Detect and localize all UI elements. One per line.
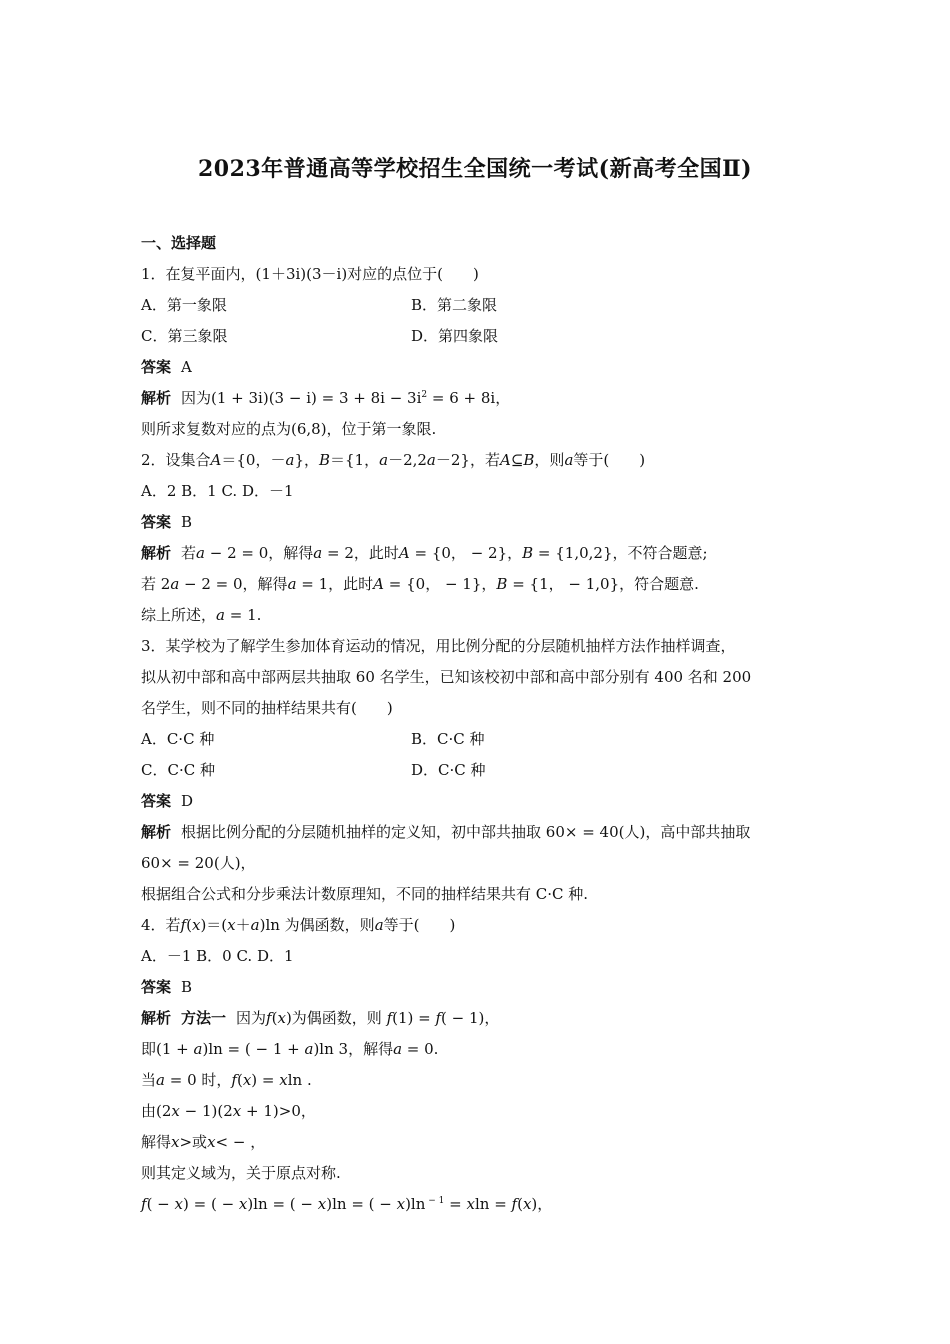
- question-3-analysis-line-1: [141, 817, 821, 848]
- var: a: [196, 544, 205, 562]
- text: = {1,0,2}，不符合题意;: [533, 544, 708, 562]
- var: x: [171, 1133, 180, 1151]
- var: B: [318, 451, 331, 469]
- question-2-stem: [141, 445, 821, 476]
- answer-label: 答案: [141, 358, 172, 376]
- analysis-text: 因为(1 + 3i)(3 − i) = 3 + 8i − 3i: [181, 389, 422, 407]
- var: A: [373, 575, 385, 593]
- question-4-analysis-line-4: [141, 1096, 821, 1127]
- question-3-answer: [141, 786, 821, 817]
- question-3-option-c: C．C·C 种: [141, 761, 215, 779]
- text: ( −: [146, 1195, 175, 1213]
- var: x: [227, 916, 236, 934]
- text: ( − 1)，: [441, 1009, 500, 1027]
- var: a: [156, 1071, 165, 1089]
- text: )，: [531, 1195, 553, 1213]
- var: f: [511, 1195, 518, 1213]
- question-3-option-a: A．C·C 种: [141, 730, 215, 748]
- question-1-option-a: A．第一象限: [141, 296, 227, 314]
- text: 由(2: [141, 1102, 172, 1120]
- document-body: [141, 228, 821, 1220]
- text: >或: [179, 1133, 208, 1151]
- text: )为偶函数，则: [285, 1009, 387, 1027]
- var: f: [141, 1195, 147, 1213]
- question-4-answer: [141, 972, 821, 1003]
- text: ) = ( −: [183, 1195, 239, 1213]
- var: A: [499, 451, 511, 469]
- answer-value: B: [181, 513, 193, 531]
- text: )ln: [405, 1195, 426, 1213]
- question-1-analysis-line-1: [141, 383, 821, 414]
- text: ＋: [235, 916, 251, 934]
- text: ln .: [287, 1071, 312, 1089]
- text: = 0 时，: [164, 1071, 232, 1089]
- var: a: [250, 916, 260, 934]
- text: − 2 = 0，解得: [179, 575, 288, 593]
- var: A: [210, 451, 222, 469]
- question-4-analysis-line-7: [141, 1189, 821, 1220]
- var: a: [426, 451, 436, 469]
- text: )ln = ( −: [247, 1195, 318, 1213]
- question-4-options: A．－1 B．0 C. D．1: [141, 947, 294, 965]
- answer-value: B: [181, 978, 193, 996]
- text: ln =: [474, 1195, 512, 1213]
- question-3-option-d: D．C·C 种: [411, 761, 486, 779]
- question-4-analysis-line-6: 则其定义域为，关于原点对称.: [141, 1164, 341, 1182]
- question-4-analysis-line-3: [141, 1065, 821, 1096]
- text: − 2 = 0，解得: [204, 544, 314, 562]
- text: = 0.: [402, 1040, 439, 1058]
- page-title: 2023年普通高等学校招生全国统一考试(新高考全国Ⅱ): [197, 156, 753, 182]
- text: (: [517, 1195, 523, 1213]
- var: a: [313, 544, 323, 562]
- var: f: [435, 1009, 442, 1027]
- question-1-option-c: C．第三象限: [141, 327, 228, 345]
- text: = {0， − 1}，: [384, 575, 497, 593]
- question-1-option-d: D．第四象限: [411, 327, 499, 345]
- question-1-options-row-1: [141, 290, 821, 321]
- var: x: [396, 1195, 406, 1213]
- question-3-stem-line-3: 名学生，则不同的抽样结果共有( ): [141, 699, 393, 717]
- text: )ln 3，解得: [313, 1040, 394, 1058]
- question-3-stem-line-1: 3．某学校为了解学生参加体育运动的情况，用比例分配的分层随机抽样方法作抽样调查，: [141, 637, 736, 655]
- text: －2,2: [388, 451, 427, 469]
- var: x: [207, 1133, 216, 1151]
- var: a: [304, 1040, 314, 1058]
- var: x: [232, 1102, 242, 1120]
- text: (: [186, 916, 192, 934]
- method-label: 方法一: [181, 1009, 227, 1027]
- text: 解得: [141, 1133, 172, 1151]
- text: = 1，此时: [296, 575, 374, 593]
- question-1-option-b: B．第二象限: [411, 296, 498, 314]
- text: ，则: [534, 451, 565, 469]
- var: x: [277, 1009, 286, 1027]
- text: = 2，此时: [322, 544, 399, 562]
- var: B: [522, 544, 534, 562]
- var: x: [317, 1195, 327, 1213]
- question-3-stem-line-2: 拟从初中部和高中部两层共抽取 60 名学生，已知该校初中部和高中部分别有 400 名和 200: [141, 668, 752, 686]
- var: f: [180, 916, 187, 934]
- superscript: 2: [421, 390, 428, 400]
- text: + 1)>0，: [241, 1102, 316, 1120]
- var: x: [238, 1195, 248, 1213]
- text: = {1， − 1,0}，符合题意.: [507, 575, 699, 593]
- answer-value: A: [181, 358, 192, 376]
- question-1-analysis-line-2: 则所求复数对应的点为(6,8)，位于第一象限.: [141, 420, 437, 438]
- text: ＝{0，－: [221, 451, 286, 469]
- var: f: [386, 1009, 393, 1027]
- text: 2．设集合: [141, 451, 211, 469]
- text: 若: [181, 544, 197, 562]
- var: f: [266, 1009, 272, 1027]
- analysis-label: 解析: [141, 1009, 172, 1027]
- text: )ln = ( −: [326, 1195, 397, 1213]
- text: 综上所述，: [141, 606, 217, 624]
- answer-label: 答案: [141, 513, 172, 531]
- question-1-answer: [141, 352, 821, 383]
- question-2-analysis-line-3: [141, 600, 821, 631]
- question-1-options-row-2: [141, 321, 821, 352]
- text: ⊆: [510, 451, 524, 469]
- var: x: [191, 916, 201, 934]
- var: x: [174, 1195, 183, 1213]
- text: 若 2: [141, 575, 171, 593]
- var: a: [170, 575, 180, 593]
- text: = {0， − 2}，: [409, 544, 523, 562]
- analysis-label: 解析: [141, 544, 172, 562]
- section-heading: 一、选择题: [141, 234, 217, 252]
- var: x: [522, 1195, 532, 1213]
- var: x: [279, 1071, 288, 1089]
- text: 等于( ): [383, 916, 456, 934]
- text: ＝{1，: [330, 451, 380, 469]
- var: a: [374, 916, 384, 934]
- text: )ln 为偶函数，则: [259, 916, 375, 934]
- question-3-options-row-1: [141, 724, 821, 755]
- text: (: [236, 1071, 243, 1089]
- text: =: [444, 1195, 467, 1213]
- question-4-analysis-line-2: [141, 1034, 821, 1065]
- var: B: [496, 575, 508, 593]
- analysis-label: 解析: [141, 389, 172, 407]
- answer-label: 答案: [141, 792, 172, 810]
- analysis-text: = 6 + 8i，: [427, 389, 511, 407]
- text: 4．若: [141, 916, 181, 934]
- text: − 1)(2: [179, 1102, 233, 1120]
- var: f: [231, 1071, 237, 1089]
- question-3-option-b: B．C·C 种: [411, 730, 485, 748]
- text: < − ，: [215, 1133, 266, 1151]
- question-4-analysis-line-5: [141, 1127, 821, 1158]
- text: )＝(: [200, 916, 228, 934]
- question-4-analysis-line-1: [141, 1003, 821, 1034]
- var: x: [242, 1071, 252, 1089]
- analysis-text: 根据比例分配的分层随机抽样的定义知，初中部共抽取 60× = 40(人)，高中部共抽取: [181, 823, 751, 841]
- superscript: − 1: [425, 1196, 445, 1206]
- var: A: [398, 544, 410, 562]
- text: 即(1 +: [141, 1040, 194, 1058]
- var: a: [216, 606, 225, 624]
- var: x: [171, 1102, 180, 1120]
- text: 当: [141, 1071, 157, 1089]
- var: a: [379, 451, 389, 469]
- text: 因为: [236, 1009, 267, 1027]
- question-2-analysis-line-2: [141, 569, 821, 600]
- var: x: [466, 1195, 475, 1213]
- answer-value: D: [181, 792, 194, 810]
- text: }，: [294, 451, 319, 469]
- text: －2}，若: [435, 451, 500, 469]
- text: = 1.: [224, 606, 262, 624]
- text: )ln = ( − 1 +: [202, 1040, 305, 1058]
- question-4-stem: [141, 910, 821, 941]
- var: a: [193, 1040, 203, 1058]
- text: (1) =: [392, 1009, 436, 1027]
- text: (: [271, 1009, 278, 1027]
- var: B: [523, 451, 535, 469]
- question-3-options-row-2: [141, 755, 821, 786]
- var: a: [285, 451, 295, 469]
- question-1-stem: 1．在复平面内，(1＋3i)(3－i)对应的点位于( ): [141, 265, 479, 283]
- question-2-answer: [141, 507, 821, 538]
- question-2-options: A．2 B．1 C. D．－1: [141, 482, 294, 500]
- question-3-analysis-line-2: 60× = 20(人)，: [141, 854, 256, 872]
- text: ) =: [251, 1071, 280, 1089]
- var: a: [393, 1040, 403, 1058]
- text: 等于( ): [573, 451, 646, 469]
- answer-label: 答案: [141, 978, 172, 996]
- question-3-analysis-line-3: 根据组合公式和分步乘法计数原理知，不同的抽样结果共有 C·C 种.: [141, 885, 589, 903]
- var: a: [564, 451, 574, 469]
- question-2-analysis-line-1: [141, 538, 821, 569]
- var: a: [287, 575, 297, 593]
- analysis-label: 解析: [141, 823, 172, 841]
